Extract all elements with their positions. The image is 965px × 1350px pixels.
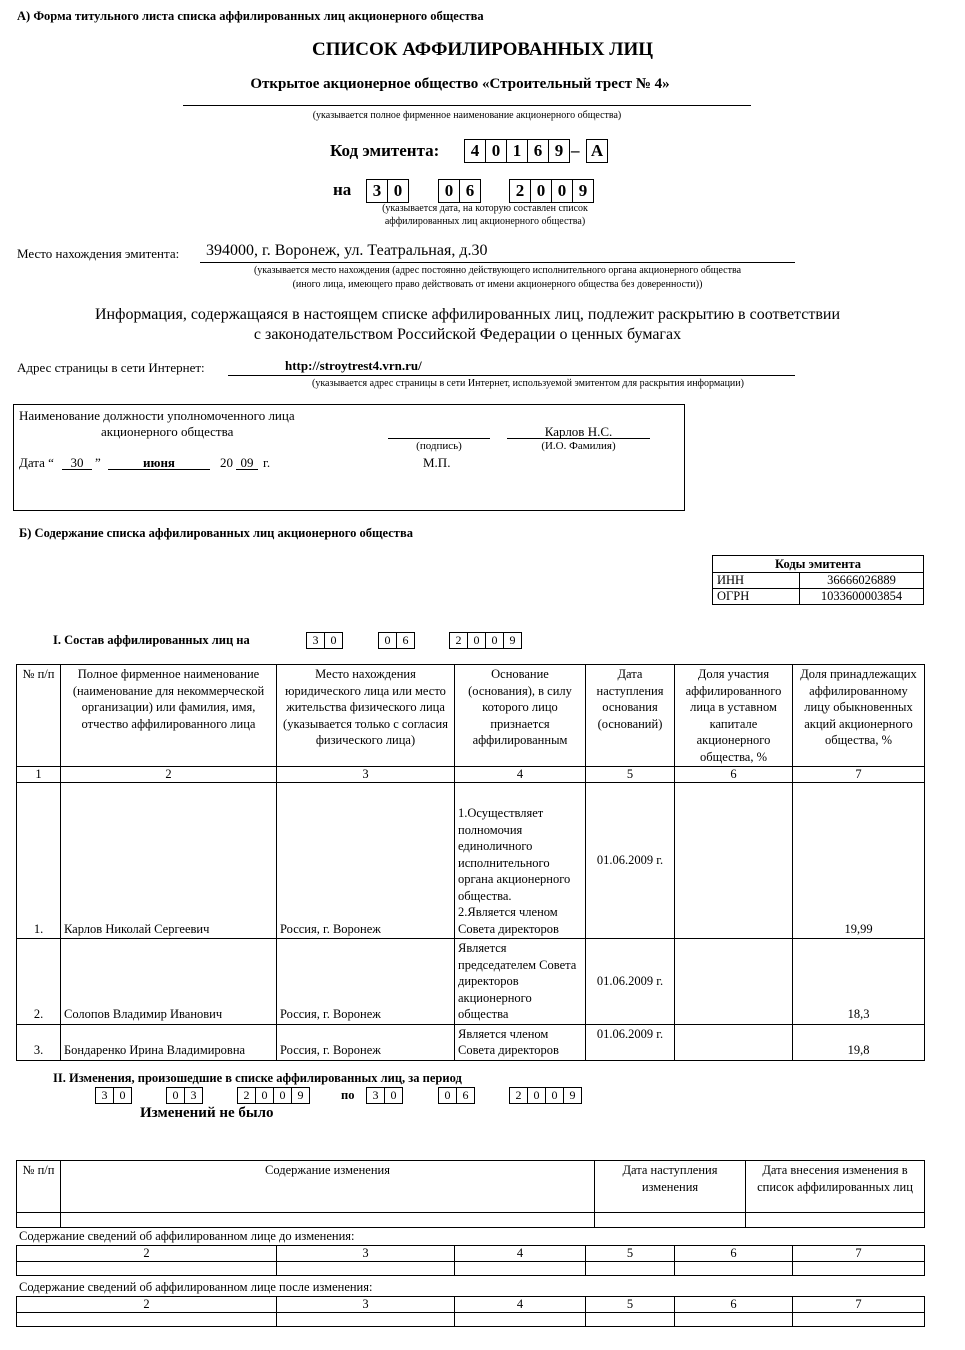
share-capital: [675, 1024, 793, 1060]
code-value: 36666026889: [800, 573, 924, 589]
share-stock: 18,3: [793, 939, 925, 1025]
no-changes-label: Изменений не было: [140, 1105, 274, 1121]
empty-cell: [455, 1262, 586, 1276]
affiliation-basis: Является председателем Совета директоров акционерного общества: [455, 939, 586, 1025]
empty-cell: [277, 1313, 455, 1327]
empty-cell: [586, 1262, 675, 1276]
part1-year-boxes: [449, 632, 521, 649]
changes-header-cell: Содержание изменения: [61, 1161, 595, 1213]
part2-digit: 9: [563, 1087, 582, 1104]
column-number: 5: [586, 1246, 675, 1262]
part2-digit: 0: [527, 1087, 546, 1104]
part2-to-year-boxes: [509, 1087, 581, 1104]
row-number: 1.: [17, 783, 61, 939]
issuer-code-digit: 9: [548, 139, 570, 163]
date-day-boxes: [366, 179, 408, 203]
part1-month-boxes: [378, 632, 414, 649]
share-capital: [675, 939, 793, 1025]
date-month-boxes: [438, 179, 480, 203]
on-label: на: [333, 180, 352, 199]
company-name-note: (указывается полное фирменное наименование акционерного общества): [312, 110, 622, 121]
column-number: 3: [277, 1297, 455, 1313]
column-number: 3: [277, 1246, 455, 1262]
person-name: Карлов Николай Сергеевич: [61, 783, 277, 939]
location-label: Место нахождения эмитента:: [17, 246, 180, 261]
column-number: 6: [675, 1246, 793, 1262]
date-digit: 3: [366, 179, 388, 203]
part2-digit: 9: [291, 1087, 310, 1104]
before-empty-row: [17, 1262, 925, 1276]
issuer-code-dash: –: [571, 141, 580, 160]
issuer-code-suffix: A: [586, 139, 608, 163]
share-capital: [675, 783, 793, 939]
signer-name-underline: [507, 438, 650, 439]
date-note-2: аффилированных лиц акционерного общества): [384, 216, 586, 227]
info-line-2: с законодательством Российской Федерации о ценных бумагах: [253, 326, 682, 343]
row-number: 3.: [17, 1024, 61, 1060]
stamp-label: М.П.: [423, 455, 451, 470]
web-note: (указывается адрес страницы в сети Интернет, используемой эмитентом для раскрытия информации): [312, 378, 744, 389]
part1-digit: 3: [306, 632, 325, 649]
sign-date-year: 09: [240, 455, 254, 470]
part2-title: II. Изменения, произошедшие в списке аффилированных лиц, за период: [53, 1071, 462, 1085]
part1-title: I. Состав аффилированных лиц на: [53, 633, 250, 647]
code-value: 1033600003854: [800, 589, 924, 605]
column-number: 5: [586, 1297, 675, 1313]
person-place: Россия, г. Воронеж: [277, 939, 455, 1025]
empty-cell: [595, 1213, 746, 1228]
date-digit: 2: [509, 179, 531, 203]
after-change-table: [16, 1296, 925, 1327]
column-number: 4: [455, 1297, 586, 1313]
table-header-cell: Место нахождения юридического лица или место жительства физического лица (указывается только с согласия физического лица): [277, 665, 455, 767]
location-note-1: (указывается место нахождения (адрес постоянно действующего исполнительного органа акционерного общества: [253, 265, 742, 276]
column-number: 5: [586, 767, 675, 783]
changes-table: [16, 1160, 925, 1228]
code-label: ОГРН: [713, 589, 800, 605]
issuer-code-boxes: [464, 139, 569, 163]
affiliation-basis: 1.Осуществляет полномочия единоличного исполнительного органа акционерного общества. 2.Является членом Совета директоров: [455, 783, 586, 939]
date-digit: 6: [459, 179, 481, 203]
location-value: 394000, г. Воронеж, ул. Театральная, д.30: [206, 242, 488, 259]
info-line-1: Информация, содержащаяся в настоящем списке аффилированных лиц, подлежит раскрытию в соответствии: [94, 306, 841, 323]
before-change-table: [16, 1245, 925, 1276]
date-digit: 0: [530, 179, 552, 203]
part2-digit: 0: [255, 1087, 274, 1104]
issuer-codes-table: [712, 555, 924, 605]
location-underline: [200, 262, 795, 263]
sign-date-day: 30: [70, 455, 84, 470]
part2-to-day-boxes: [366, 1087, 402, 1104]
sign-date-month-underline: [108, 469, 210, 470]
date-digit: 0: [438, 179, 460, 203]
part1-digit: 0: [378, 632, 397, 649]
column-number: 3: [277, 767, 455, 783]
empty-cell: [793, 1262, 925, 1276]
changes-header-cell: Дата наступления изменения: [595, 1161, 746, 1213]
column-number: 7: [793, 1246, 925, 1262]
sign-date-quote: ”: [95, 455, 101, 470]
sign-date-day-underline: [62, 469, 92, 470]
part1-digit: 2: [449, 632, 468, 649]
table-header-cell: Основание (основания), в силу которого лицо признается аффилированным: [455, 665, 586, 767]
web-label: Адрес страницы в сети Интернет:: [17, 360, 205, 375]
signer-name-note: (И.О. Фамилия): [541, 440, 616, 452]
empty-cell: [675, 1262, 793, 1276]
empty-cell: [455, 1313, 586, 1327]
empty-cell: [277, 1262, 455, 1276]
position-title-line-2: акционерного общества: [101, 424, 234, 439]
empty-cell: [793, 1313, 925, 1327]
person-place: Россия, г. Воронеж: [277, 1024, 455, 1060]
column-number: 6: [675, 767, 793, 783]
part1-digit: 6: [396, 632, 415, 649]
issuer-code-digit: 0: [485, 139, 507, 163]
column-number: 2: [17, 1246, 277, 1262]
table-header-cell: Доля участия аффилированного лица в уставном капитале акционерного общества, %: [675, 665, 793, 767]
column-number: 1: [17, 767, 61, 783]
person-name: Бондаренко Ирина Владимировна: [61, 1024, 277, 1060]
web-underline: [228, 375, 795, 376]
issuer-codes-header: Коды эмитента: [713, 556, 924, 573]
changes-empty-row: [17, 1213, 925, 1228]
table-row: [17, 783, 925, 939]
part1-digit: 0: [485, 632, 504, 649]
part1-digit: 0: [324, 632, 343, 649]
share-stock: 19,99: [793, 783, 925, 939]
part2-digit: 0: [113, 1087, 132, 1104]
sign-date-year-suffix: г.: [263, 455, 271, 470]
company-name: Открытое акционерное общество «Строительный трест № 4»: [250, 76, 670, 92]
table-header-cell: Доля принадлежащих аффилированному лицу обыкновенных акций акционерного общества, %: [793, 665, 925, 767]
part2-from-month-boxes: [166, 1087, 202, 1104]
sign-date-year-prefix: 20: [220, 455, 233, 470]
date-digit: 9: [572, 179, 594, 203]
position-title-line-1: Наименование должности уполномоченного лица: [19, 408, 295, 423]
empty-cell: [17, 1262, 277, 1276]
date-digit: 0: [387, 179, 409, 203]
signature-line: [388, 438, 490, 439]
row-number: 2.: [17, 939, 61, 1025]
changes-header-cell: № п/п: [17, 1161, 61, 1213]
part1-digit: 0: [467, 632, 486, 649]
part2-digit: 2: [237, 1087, 256, 1104]
part2-digit: 3: [95, 1087, 114, 1104]
affiliation-basis: Является членом Совета директоров: [455, 1024, 586, 1060]
signer-name: Карлов Н.С.: [544, 424, 613, 439]
changes-header-cell: Дата внесения изменения в список аффилированных лиц: [746, 1161, 925, 1213]
column-number: 2: [17, 1297, 277, 1313]
after-change-label: Содержание сведений об аффилированном лице после изменения:: [19, 1280, 373, 1294]
part2-digit: 6: [456, 1087, 475, 1104]
column-number: 7: [793, 767, 925, 783]
column-number: 2: [61, 767, 277, 783]
section-a-title: А) Форма титульного листа списка аффилированных лиц акционерного общества: [17, 9, 484, 23]
empty-cell: [17, 1213, 61, 1228]
part1-digit: 9: [503, 632, 522, 649]
table-header-cell: Полное фирменное наименование (наименование для некоммерческой организации) или фамилия, имя, отчество аффилированного лица: [61, 665, 277, 767]
part2-from-day-boxes: [95, 1087, 131, 1104]
part2-digit: 0: [545, 1087, 564, 1104]
part2-digit: 3: [366, 1087, 385, 1104]
empty-cell: [61, 1213, 595, 1228]
location-note-2: (иного лица, имеющего право действовать от имени акционерного общества без доверенности)): [292, 279, 703, 290]
part2-digit: 0: [273, 1087, 292, 1104]
person-name: Солопов Владимир Иванович: [61, 939, 277, 1025]
date-year-boxes: [509, 179, 593, 203]
issuer-code-digit: 1: [506, 139, 528, 163]
part2-to-month-boxes: [438, 1087, 474, 1104]
signature-note: (подпись): [416, 440, 462, 452]
date-note-1: (указывается дата, на которую составлен список: [382, 203, 588, 214]
issuer-code-digit: 4: [464, 139, 486, 163]
share-stock: 19,8: [793, 1024, 925, 1060]
person-place: Россия, г. Воронеж: [277, 783, 455, 939]
issuer-code-digit: 6: [527, 139, 549, 163]
part2-digit: 0: [166, 1087, 185, 1104]
part2-digit: 0: [438, 1087, 457, 1104]
basis-date: 01.06.2009 г.: [586, 939, 675, 1025]
empty-cell: [17, 1313, 277, 1327]
basis-date: 01.06.2009 г.: [586, 783, 675, 939]
part1-day-boxes: [306, 632, 342, 649]
table-row: [17, 939, 925, 1025]
code-label: ИНН: [713, 573, 800, 589]
part2-from-year-boxes: [237, 1087, 309, 1104]
table-header-cell: № п/п: [17, 665, 61, 767]
table-row: [17, 1024, 925, 1060]
column-number: 7: [793, 1297, 925, 1313]
sign-date-year-underline: [236, 469, 258, 470]
affiliated-persons-table: [16, 664, 925, 1061]
section-b-title: Б) Содержание списка аффилированных лиц акционерного общества: [19, 526, 413, 540]
before-change-label: Содержание сведений об аффилированном лице до изменения:: [19, 1229, 355, 1243]
table-header-cell: Дата наступления основания (оснований): [586, 665, 675, 767]
basis-date: 01.06.2009 г.: [586, 1024, 675, 1060]
after-empty-row: [17, 1313, 925, 1327]
web-address[interactable]: http://stroytrest4.vrn.ru/: [285, 358, 422, 373]
sign-date-label: Дата “: [19, 455, 54, 470]
issuer-code-label: Код эмитента:: [330, 141, 440, 160]
company-name-underline: [183, 105, 751, 106]
part2-digit: 0: [384, 1087, 403, 1104]
part2-digit: 3: [184, 1087, 203, 1104]
date-digit: 0: [551, 179, 573, 203]
column-number: 4: [455, 1246, 586, 1262]
column-number: 6: [675, 1297, 793, 1313]
page-title: СПИСОК АФФИЛИРОВАННЫХ ЛИЦ: [311, 39, 654, 60]
empty-cell: [675, 1313, 793, 1327]
column-number: 4: [455, 767, 586, 783]
part2-digit: 2: [509, 1087, 528, 1104]
part2-to-label: по: [341, 1088, 355, 1102]
empty-cell: [586, 1313, 675, 1327]
sign-date-month: июня: [143, 455, 175, 470]
empty-cell: [746, 1213, 925, 1228]
